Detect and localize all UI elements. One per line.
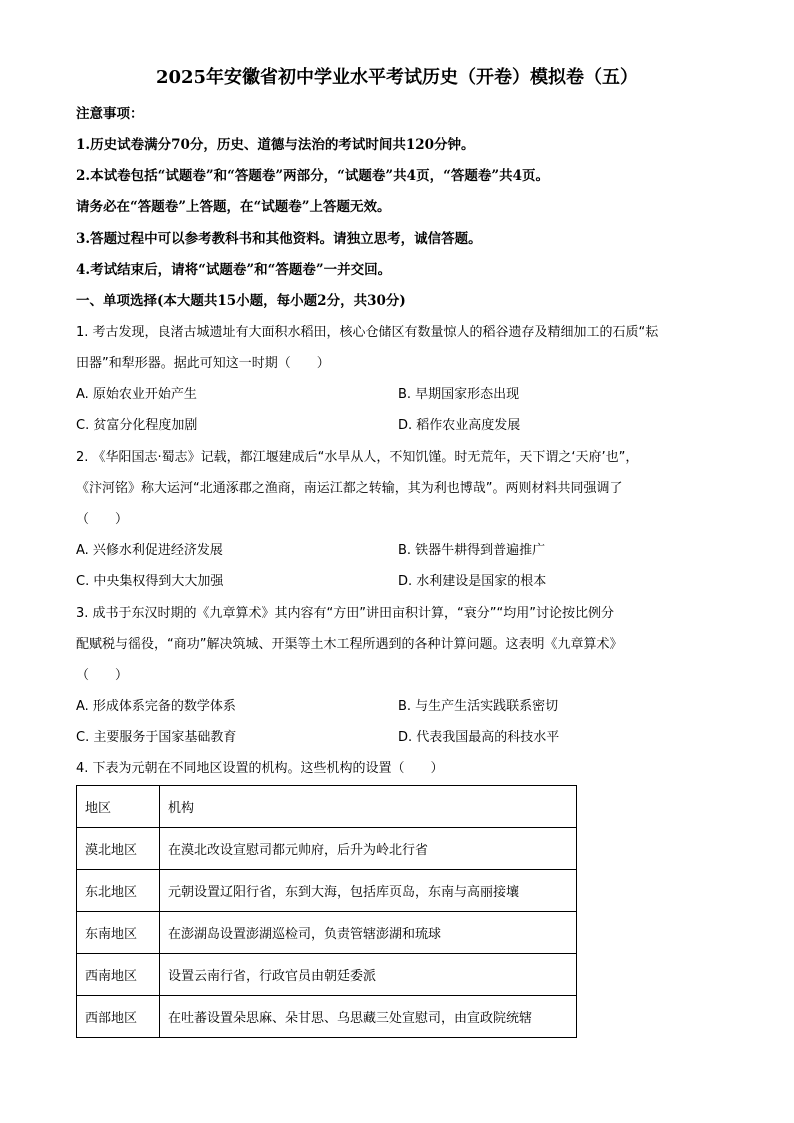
question-2-option-c[interactable]: C. 中央集权得到大大加强	[76, 574, 224, 589]
table-cell-region: 东南地区	[77, 912, 160, 954]
table-row	[77, 954, 577, 996]
table-row	[77, 870, 577, 912]
table-cell-institution: 元朝设置辽阳行省，东到大海，包括库页岛，东南与高丽接壤	[160, 870, 577, 912]
question-1-option-b[interactable]: B. 早期国家形态出现	[398, 387, 520, 402]
question-3-option-d[interactable]: D. 代表我国最高的科技水平	[398, 730, 560, 745]
question-1-text: 1. 考古发现，良渚古城遗址有大面积水稻田，核心仓储区有数量惊人的稻谷遗存及精细加工的石质“耘	[76, 325, 659, 340]
question-2-option-d[interactable]: D. 水利建设是国家的根本	[398, 574, 547, 589]
question-3-text: 配赋税与徭役，“商功”解决筑城、开渠等土木工程所遇到的各种计算问题。这表明《九章算术》	[76, 637, 623, 652]
table-cell-institution: 在澎湖岛设置澎湖巡检司，负责管辖澎湖和琉球	[160, 912, 577, 954]
notice-item: 2.本试卷包括“试题卷”和“答题卷”两部分，“试题卷”共4页，“答题卷”共4页。	[76, 168, 550, 184]
question-3-answer-blank: （ ）	[76, 668, 129, 683]
question-1-option-d[interactable]: D. 稻作农业高度发展	[398, 418, 521, 433]
table-cell-region: 漠北地区	[77, 828, 160, 870]
table-cell-institution: 在吐蕃设置朵思麻、朵甘思、乌思藏三处宣慰司，由宣政院统辖	[160, 996, 577, 1038]
table-header-row	[77, 786, 577, 828]
question-3-text: 3. 成书于东汉时期的《九章算术》其内容有“方田”讲田亩积计算，“衰分”“均用”讨论按比例分	[76, 606, 614, 621]
question-3-option-a[interactable]: A. 形成体系完备的数学体系	[76, 699, 236, 714]
question-2-text: 《汴河铭》称大运河“北通涿郡之渔商，南运江都之转输，其为利也博哉”。两则材料共同强调了	[76, 481, 623, 496]
table-header-cell: 机构	[160, 786, 577, 828]
table-cell-region: 西南地区	[77, 954, 160, 996]
question-2-option-b[interactable]: B. 铁器牛耕得到普遍推广	[398, 543, 546, 558]
question-3-option-b[interactable]: B. 与生产生活实践联系密切	[398, 699, 559, 714]
section-heading: 一、单项选择(本大题共15小题，每小题2分，共30分)	[76, 293, 406, 309]
question-1-option-c[interactable]: C. 贫富分化程度加剧	[76, 418, 198, 433]
question-4-text: 4. 下表为元朝在不同地区设置的机构。这些机构的设置（ ）	[76, 761, 444, 776]
table-row	[77, 912, 577, 954]
question-1-option-a[interactable]: A. 原始农业开始产生	[76, 387, 197, 402]
notice-item: 1.历史试卷满分70分，历史、道德与法治的考试时间共120分钟。	[76, 137, 475, 153]
notice-item: 请务必在“答题卷”上答题，在“试题卷”上答题无效。	[76, 199, 391, 215]
table-cell-region: 西部地区	[77, 996, 160, 1038]
notice-item: 3.答题过程中可以参考教科书和其他资料。请独立思考，诚信答题。	[76, 231, 482, 247]
table-cell-region: 东北地区	[77, 870, 160, 912]
question-2-text: 2. 《华阳国志·蜀志》记载，都江堰建成后“水旱从人，不知饥馑。时无荒年，天下谓之‘天府’也”，	[76, 450, 639, 465]
table-row	[77, 996, 577, 1038]
table-header-cell: 地区	[77, 786, 160, 828]
notice-heading: 注意事项：	[76, 106, 144, 122]
table-row	[77, 828, 577, 870]
question-3-option-c[interactable]: C. 主要服务于国家基础教育	[76, 730, 237, 745]
question-1-text: 田器”和犁形器。据此可知这一时期（ ）	[76, 356, 330, 371]
table-cell-institution: 设置云南行省，行政官员由朝廷委派	[160, 954, 577, 996]
question-2-option-a[interactable]: A. 兴修水利促进经济发展	[76, 543, 223, 558]
table-cell-institution: 在漠北改设宣慰司都元帅府，后升为岭北行省	[160, 828, 577, 870]
yuan-institutions-table	[76, 785, 577, 1038]
question-2-answer-blank: （ ）	[76, 512, 129, 527]
notice-item: 4.考试结束后，请将“试题卷”和“答题卷”一并交回。	[76, 262, 392, 278]
exam-title: 2025年安徽省初中学业水平考试历史（开卷）模拟卷（五）	[155, 67, 639, 88]
